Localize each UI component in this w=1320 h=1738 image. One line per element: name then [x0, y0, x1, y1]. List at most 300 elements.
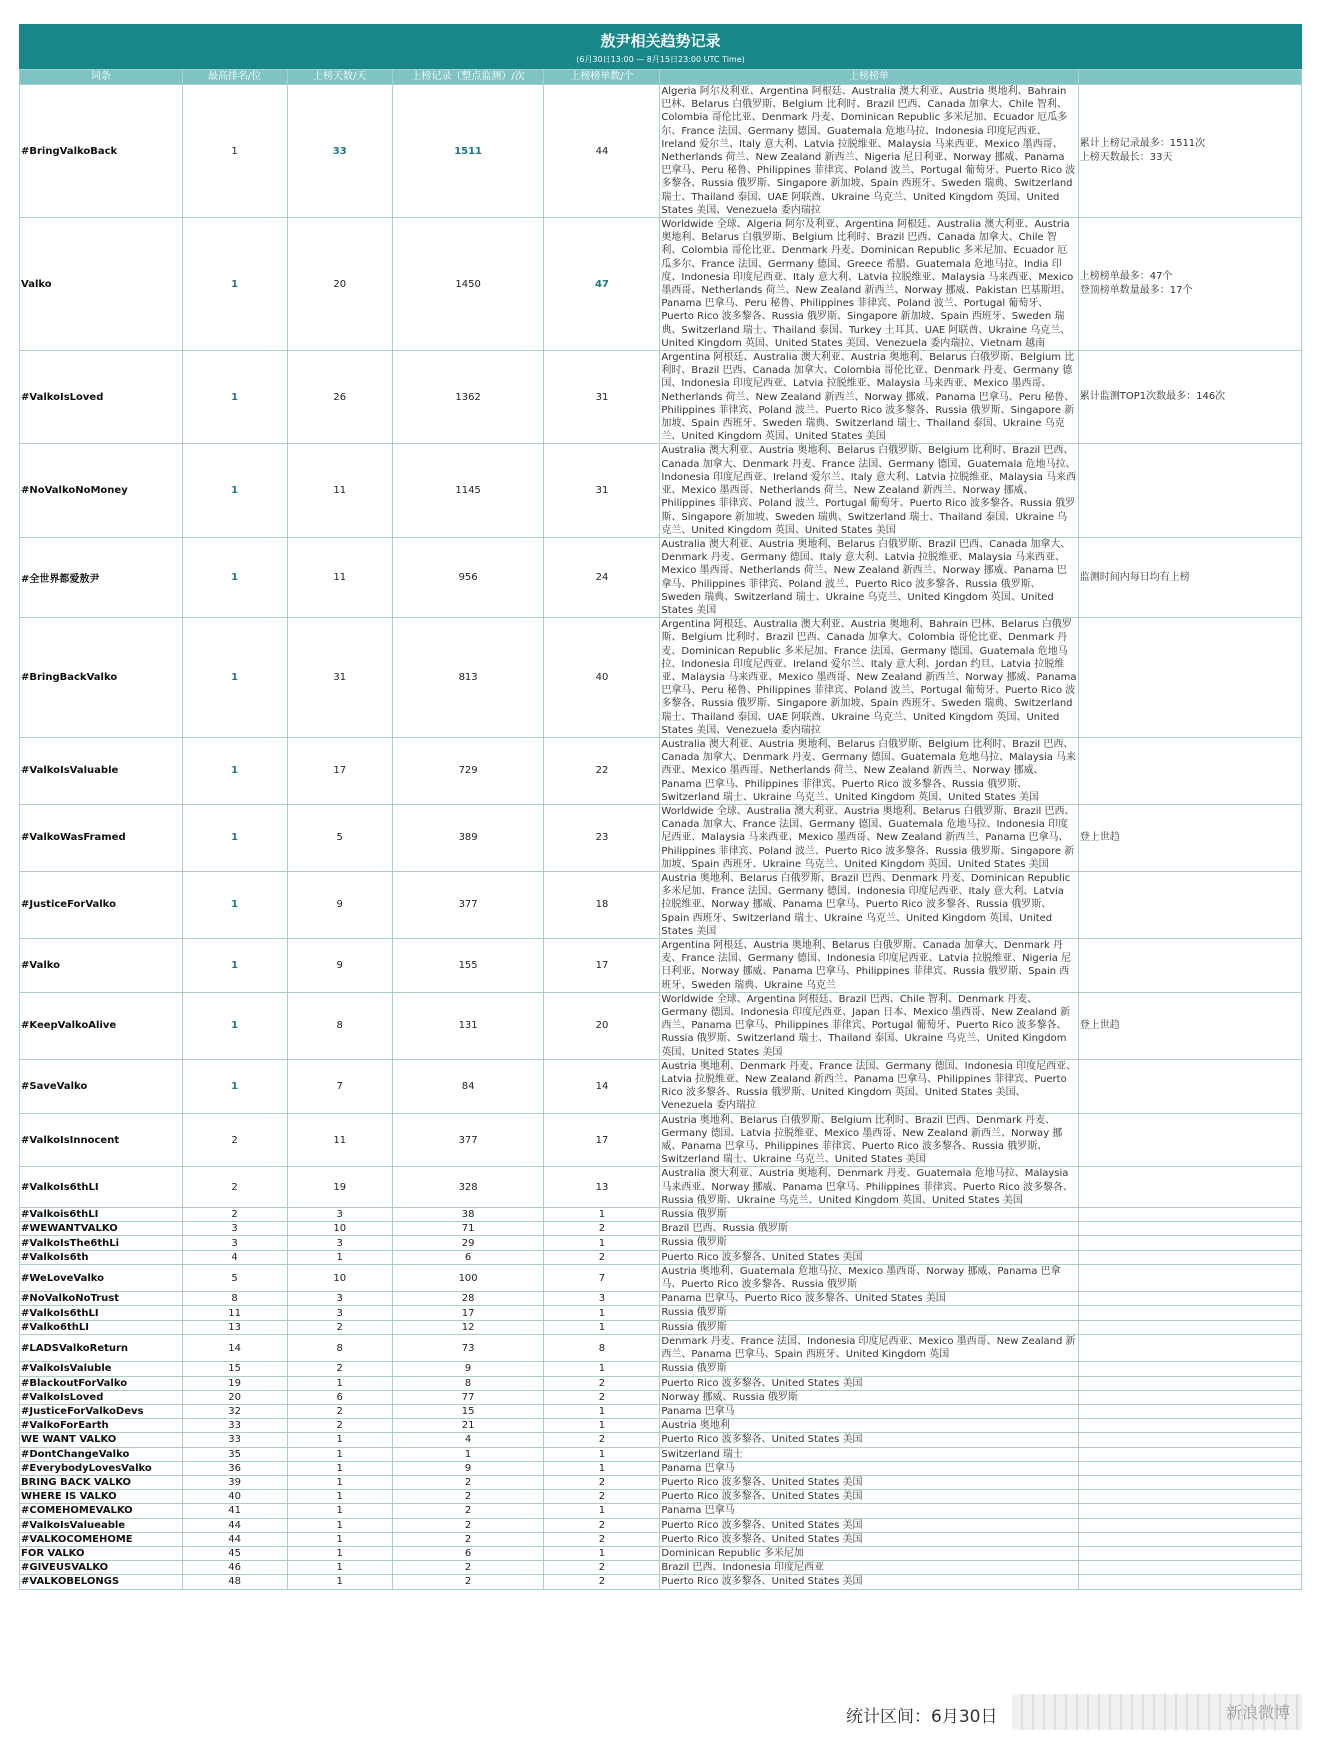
table-row: [20, 1167, 1302, 1208]
rank-cell: 40: [182, 1490, 287, 1504]
table-row: [20, 1419, 1302, 1433]
rank-cell: 14: [182, 1334, 287, 1361]
board-count-cell: 1: [544, 1447, 660, 1461]
rank-cell: 4: [182, 1250, 287, 1264]
board-count-cell: 1: [544, 1461, 660, 1475]
records-cell: 12: [392, 1320, 544, 1334]
table-row: [20, 1575, 1302, 1589]
rank-cell: 46: [182, 1561, 287, 1575]
board-count-cell: 1: [544, 1546, 660, 1560]
board-count-cell: 20: [544, 992, 660, 1059]
rank-cell: 1: [182, 444, 287, 537]
boards-cell: Norway 挪威、Russia 俄罗斯: [660, 1390, 1078, 1404]
note-cell: [1078, 992, 1301, 1059]
sheet-subtitle: (6月30日13:00 — 8月15日23:00 UTC Time): [576, 55, 745, 64]
note-cell: [1078, 737, 1301, 804]
days-cell: 26: [287, 351, 392, 444]
board-count-cell: 1: [544, 1404, 660, 1418]
board-count-cell: 2: [544, 1532, 660, 1546]
rank-cell: 45: [182, 1546, 287, 1560]
days-cell: 1: [287, 1504, 392, 1518]
note-line: 登上世趋: [1079, 1019, 1120, 1031]
table-row: [20, 1334, 1302, 1361]
table-row: [20, 1532, 1302, 1546]
rank-cell: 1: [182, 871, 287, 938]
records-cell: 6: [392, 1250, 544, 1264]
days-cell: 1: [287, 1575, 392, 1589]
table-row: [20, 1518, 1302, 1532]
table-row: [20, 537, 1302, 617]
note-cell: [1078, 1334, 1301, 1361]
records-cell: 813: [392, 618, 544, 738]
col-header-board-count: 上榜榜单数/个: [544, 70, 660, 85]
trend-table: [19, 69, 1302, 1590]
note-cell: [1078, 1362, 1301, 1376]
rank-cell: 1: [182, 804, 287, 871]
boards-cell: Dominican Republic 多米尼加: [660, 1546, 1078, 1560]
boards-cell: Australia 澳大利亚、Austria 奥地利、Denmark 丹麦、Guatemala 危地马拉、Malaysia 马来西亚、Norway 挪威、Panama 巴拿马、Philippines 菲律宾、Puerto Rico 波多黎各、Russia 俄罗斯、Ukraine 乌克兰、United Kingdom 英国、United States 美国: [660, 1167, 1078, 1208]
note-cell: [1078, 804, 1301, 871]
records-cell: 6: [392, 1546, 544, 1560]
hashtag-cell: #全世界都爱敖尹: [20, 537, 183, 617]
boards-cell: Austria 奥地利、Denmark 丹麦、France 法国、Germany 德国、Indonesia 印度尼西亚、Latvia 拉脱维亚、New Zealand 新西兰、Panama 巴拿马、Philippines 菲律宾、Puerto Rico 波多黎各、Russia 俄罗斯、United Kingdom 英国、United States 美国、Venezuela 委内瑞拉: [660, 1059, 1078, 1113]
hashtag-cell: #ValkoIsLoved: [20, 1390, 183, 1404]
note-cell: [1078, 871, 1301, 938]
board-count-cell: 23: [544, 804, 660, 871]
boards-cell: Argentina 阿根廷、Australia 澳大利亚、Austria 奥地利、Belarus 白俄罗斯、Belgium 比利时、Brazil 巴西、Canada 加拿大、Colombia 哥伦比亚、Denmark 丹麦、Germany 德国、Indonesia 印度尼西亚、Latvia 拉脱维亚、Malaysia 马来西亚、Mexico 墨西哥、Netherlands 荷兰、New Zealand 新西兰、Norway 挪威、Panama 巴拿马、Peru 秘鲁、Philippines 菲律宾、Poland 波兰、Puerto Rico 波多黎各、Russia 俄罗斯、Singapore 新加坡、Spain 西班牙、Sweden 瑞典、Switzerland 瑞士、Thailand 泰国、Ukraine 乌克兰、United Kingdom 英国、United States 美国: [660, 351, 1078, 444]
rank-cell: 2: [182, 1167, 287, 1208]
records-cell: 15: [392, 1404, 544, 1418]
rank-cell: 44: [182, 1532, 287, 1546]
rank-cell: 3: [182, 1222, 287, 1236]
hashtag-cell: WHERE IS VALKO: [20, 1490, 183, 1504]
records-cell: 9: [392, 1362, 544, 1376]
table-row: [20, 939, 1302, 993]
table-row: [20, 871, 1302, 938]
table-row: [20, 1236, 1302, 1250]
board-count-cell: 2: [544, 1222, 660, 1236]
table-row: [20, 1250, 1302, 1264]
table-row: [20, 1306, 1302, 1320]
note-cell: [1078, 1390, 1301, 1404]
days-cell: 5: [287, 804, 392, 871]
table-row: [20, 1390, 1302, 1404]
rank-cell: 11: [182, 1306, 287, 1320]
records-cell: 729: [392, 737, 544, 804]
days-cell: 2: [287, 1404, 392, 1418]
rank-cell: 1: [182, 537, 287, 617]
note-cell: [1078, 85, 1301, 218]
boards-cell: Puerto Rico 波多黎各、United States 美国: [660, 1490, 1078, 1504]
table-row: [20, 1264, 1302, 1291]
boards-cell: Austria 奥地利、Belarus 白俄罗斯、Brazil 巴西、Denmark 丹麦、Dominican Republic 多米尼加、France 法国、Germany 德国、Indonesia 印度尼西亚、Italy 意大利、Latvia 拉脱维亚、Norway 挪威、Panama 巴拿马、Puerto Rico 波多黎各、Russia 俄罗斯、Spain 西班牙、Switzerland 瑞士、Ukraine 乌克兰、United Kingdom 英国、United States 美国: [660, 871, 1078, 938]
note-cell: [1078, 1376, 1301, 1390]
boards-cell: Panama 巴拿马: [660, 1504, 1078, 1518]
rank-cell: 1: [182, 618, 287, 738]
rank-cell: 1: [182, 737, 287, 804]
days-cell: 2: [287, 1362, 392, 1376]
boards-cell: Russia 俄罗斯: [660, 1208, 1078, 1222]
records-cell: 38: [392, 1208, 544, 1222]
days-cell: 17: [287, 737, 392, 804]
note-cell: [1078, 444, 1301, 537]
board-count-cell: 40: [544, 618, 660, 738]
board-count-cell: 22: [544, 737, 660, 804]
col-header-notes: [1078, 70, 1301, 85]
note-cell: [1078, 537, 1301, 617]
note-cell: [1078, 1320, 1301, 1334]
rank-cell: 13: [182, 1320, 287, 1334]
col-header-rank: 最高排名/位: [182, 70, 287, 85]
hashtag-cell: #COMEHOMEVALKO: [20, 1504, 183, 1518]
table-row: [20, 1475, 1302, 1489]
note-cell: [1078, 1575, 1301, 1589]
records-cell: 2: [392, 1518, 544, 1532]
rank-cell: 36: [182, 1461, 287, 1475]
board-count-cell: 18: [544, 871, 660, 938]
days-cell: 6: [287, 1390, 392, 1404]
table-row: [20, 1447, 1302, 1461]
boards-cell: Argentina 阿根廷、Austria 奥地利、Belarus 白俄罗斯、Canada 加拿大、Denmark 丹麦、France 法国、Germany 德国、Indonesia 印度尼西亚、Latvia 拉脱维亚、Nigeria 尼日利亚、Norway 挪威、Panama 巴拿马、Philippines 菲律宾、Russia 俄罗斯、Spain 西班牙、Sweden 瑞典、Ukraine 乌克兰: [660, 939, 1078, 993]
days-cell: 9: [287, 871, 392, 938]
hashtag-cell: Valko: [20, 218, 183, 351]
days-cell: 3: [287, 1292, 392, 1306]
days-cell: 31: [287, 618, 392, 738]
table-body: [20, 85, 1302, 1590]
days-cell: 11: [287, 1113, 392, 1167]
board-count-cell: 31: [544, 444, 660, 537]
rank-cell: 1: [182, 939, 287, 993]
hashtag-cell: #DontChangeValko: [20, 1447, 183, 1461]
records-cell: 2: [392, 1504, 544, 1518]
records-cell: 2: [392, 1575, 544, 1589]
hashtag-cell: BRING BACK VALKO: [20, 1475, 183, 1489]
rank-cell: 20: [182, 1390, 287, 1404]
hashtag-cell: #EverybodyLovesValko: [20, 1461, 183, 1475]
note-line: 上榜天数最长：33天: [1079, 152, 1173, 164]
table-row: [20, 1059, 1302, 1113]
board-count-cell: 2: [544, 1376, 660, 1390]
records-cell: 377: [392, 871, 544, 938]
table-row: [20, 1362, 1302, 1376]
board-count-cell: 7: [544, 1264, 660, 1291]
days-cell: 1: [287, 1532, 392, 1546]
table-row: [20, 1490, 1302, 1504]
table-row: [20, 1433, 1302, 1447]
note-line: 累计监测TOP1次数最多：146次: [1079, 391, 1226, 403]
note-cell: [1078, 1264, 1301, 1291]
col-header-boards: 上榜榜单: [660, 70, 1078, 85]
note-cell: [1078, 1236, 1301, 1250]
table-row: [20, 1404, 1302, 1418]
records-cell: 29: [392, 1236, 544, 1250]
days-cell: 1: [287, 1250, 392, 1264]
board-count-cell: 2: [544, 1518, 660, 1532]
col-header-records: 上榜记录（整点监测）/次: [392, 70, 544, 85]
records-cell: 155: [392, 939, 544, 993]
board-count-cell: 31: [544, 351, 660, 444]
note-cell: [1078, 1546, 1301, 1560]
boards-cell: Russia 俄罗斯: [660, 1320, 1078, 1334]
hashtag-cell: #JusticeForValkoDevs: [20, 1404, 183, 1418]
days-cell: 2: [287, 1320, 392, 1334]
hashtag-cell: #BringBackValko: [20, 618, 183, 738]
note-cell: [1078, 1504, 1301, 1518]
hashtag-cell: #WEWANTVALKO: [20, 1222, 183, 1236]
table-row: [20, 992, 1302, 1059]
board-count-cell: 2: [544, 1490, 660, 1504]
hashtag-cell: #ValkoForEarth: [20, 1419, 183, 1433]
hashtag-cell: #WeLoveValko: [20, 1264, 183, 1291]
days-cell: 7: [287, 1059, 392, 1113]
hashtag-cell: #ValkoIsValuable: [20, 737, 183, 804]
board-count-cell: 2: [544, 1575, 660, 1589]
rank-cell: 1: [182, 1059, 287, 1113]
days-cell: 3: [287, 1236, 392, 1250]
boards-cell: Puerto Rico 波多黎各、United States 美国: [660, 1376, 1078, 1390]
table-row: [20, 1222, 1302, 1236]
hashtag-cell: #ValkoIs6th: [20, 1250, 183, 1264]
days-cell: 19: [287, 1167, 392, 1208]
board-count-cell: 8: [544, 1334, 660, 1361]
note-cell: [1078, 1306, 1301, 1320]
col-header-tag: 词条: [20, 70, 183, 85]
boards-cell: Puerto Rico 波多黎各、United States 美国: [660, 1433, 1078, 1447]
board-count-cell: 1: [544, 1362, 660, 1376]
boards-cell: Worldwide 全球、Algeria 阿尔及利亚、Argentina 阿根廷、Australia 澳大利亚、Austria 奥地利、Belarus 白俄罗斯、Belgium 比利时、Brazil 巴西、Canada 加拿大、Chile 智利、Colombia 哥伦比亚、Denmark 丹麦、Dominican Republic 多米尼加、Ecuador 厄瓜多尔、France 法国、Germany 德国、Greece 希腊、Guatemala 危地马拉、India 印度、Indonesia 印度尼西亚、Italy 意大利、Latvia 拉脱维亚、Malaysia 马来西亚、Mexico 墨西哥、Netherlands 荷兰、New Zealand 新西兰、Norway 挪威、Pakistan 巴基斯坦、Panama 巴拿马、Peru 秘鲁、Philippines 菲律宾、Poland 波兰、Portugal 葡萄牙、Puerto Rico 波多黎各、Russia 俄罗斯、Singapore 新加坡、Spain 西班牙、Sweden 瑞典、Switzerland 瑞士、Thailand 泰国、Turkey 土耳其、UAE 阿联酋、Ukraine 乌克兰、United Kingdom 英国、United States 美国、Venezuela 委内瑞拉、Vietnam 越南: [660, 218, 1078, 351]
records-cell: 956: [392, 537, 544, 617]
boards-cell: Switzerland 瑞士: [660, 1447, 1078, 1461]
hashtag-cell: #Valkois6thLI: [20, 1208, 183, 1222]
records-cell: 131: [392, 992, 544, 1059]
board-count-cell: 2: [544, 1475, 660, 1489]
table-row: [20, 1320, 1302, 1334]
rank-cell: 39: [182, 1475, 287, 1489]
hashtag-cell: #BlackoutForValko: [20, 1376, 183, 1390]
rank-cell: 2: [182, 1208, 287, 1222]
table-row: [20, 1292, 1302, 1306]
rank-cell: 3: [182, 1236, 287, 1250]
rank-cell: 35: [182, 1447, 287, 1461]
board-count-cell: 1: [544, 1419, 660, 1433]
hashtag-cell: #KeepValkoAlive: [20, 992, 183, 1059]
watermark-text: 新浪微博: [1225, 1703, 1290, 1722]
note-line: 上榜榜单最多：47个: [1079, 271, 1173, 283]
note-cell: [1078, 1404, 1301, 1418]
hashtag-cell: #ValkoIsThe6thLi: [20, 1236, 183, 1250]
days-cell: 1: [287, 1376, 392, 1390]
days-cell: 1: [287, 1490, 392, 1504]
board-count-cell: 1: [544, 1504, 660, 1518]
note-cell: [1078, 939, 1301, 993]
boards-cell: Puerto Rico 波多黎各、United States 美国: [660, 1532, 1078, 1546]
boards-cell: Australia 澳大利亚、Austria 奥地利、Belarus 白俄罗斯、Belgium 比利时、Brazil 巴西、Canada 加拿大、Denmark 丹麦、France 法国、Germany 德国、Guatemala 危地马拉、Indonesia 印度尼西亚、Ireland 爱尔兰、Italy 意大利、Latvia 拉脱维亚、Malaysia 马来西亚、Mexico 墨西哥、Netherlands 荷兰、New Zealand 新西兰、Norway 挪威、Philippines 菲律宾、Poland 波兰、Portugal 葡萄牙、Puerto Rico 波多黎各、Russia 俄罗斯、Singapore 新加坡、Sweden 瑞典、Switzerland 瑞士、Thailand 泰国、Ukraine 乌克兰、United Kingdom 英国、United States 美国: [660, 444, 1078, 537]
boards-cell: Puerto Rico 波多黎各、United States 美国: [660, 1475, 1078, 1489]
days-cell: 8: [287, 992, 392, 1059]
hashtag-cell: #JusticeForValko: [20, 871, 183, 938]
hashtag-cell: #ValkoWasFramed: [20, 804, 183, 871]
boards-cell: Russia 俄罗斯: [660, 1236, 1078, 1250]
records-cell: 9: [392, 1461, 544, 1475]
records-cell: 328: [392, 1167, 544, 1208]
note-cell: [1078, 1222, 1301, 1236]
note-cell: [1078, 1461, 1301, 1475]
hashtag-cell: #ValkoIsValueable: [20, 1518, 183, 1532]
boards-cell: Panama 巴拿马: [660, 1404, 1078, 1418]
board-count-cell: 14: [544, 1059, 660, 1113]
boards-cell: Panama 巴拿马、Puerto Rico 波多黎各、United States 美国: [660, 1292, 1078, 1306]
hashtag-cell: #ValkoIsValuble: [20, 1362, 183, 1376]
board-count-cell: 17: [544, 1113, 660, 1167]
records-cell: 84: [392, 1059, 544, 1113]
boards-cell: Australia 澳大利亚、Austria 奥地利、Belarus 白俄罗斯、Belgium 比利时、Brazil 巴西、Canada 加拿大、Denmark 丹麦、Germany 德国、Guatemala 危地马拉、Malaysia 马来西亚、Mexico 墨西哥、Netherlands 荷兰、New Zealand 新西兰、Norway 挪威、Panama 巴拿马、Philippines 菲律宾、Puerto Rico 波多黎各、Russia 俄罗斯、Switzerland 瑞士、Ukraine 乌克兰、United Kingdom 英国、United States 美国: [660, 737, 1078, 804]
note-cell: [1078, 1292, 1301, 1306]
records-cell: 8: [392, 1376, 544, 1390]
rank-cell: 41: [182, 1504, 287, 1518]
records-cell: 2: [392, 1475, 544, 1489]
note-line: 累计上榜记录最多：1511次: [1079, 138, 1206, 150]
board-count-cell: 3: [544, 1292, 660, 1306]
board-count-cell: 2: [544, 1250, 660, 1264]
hashtag-cell: FOR VALKO: [20, 1546, 183, 1560]
hashtag-cell: #ValkoIsLoved: [20, 351, 183, 444]
records-cell: 21: [392, 1419, 544, 1433]
note-cell: [1078, 1532, 1301, 1546]
records-cell: 28: [392, 1292, 544, 1306]
hashtag-cell: #Valko: [20, 939, 183, 993]
board-count-cell: 17: [544, 939, 660, 993]
note-cell: [1078, 1490, 1301, 1504]
boards-cell: Puerto Rico 波多黎各、United States 美国: [660, 1575, 1078, 1589]
board-count-cell: 2: [544, 1561, 660, 1575]
note-cell: [1078, 1475, 1301, 1489]
records-cell: 77: [392, 1390, 544, 1404]
days-cell: 1: [287, 1518, 392, 1532]
table-row: [20, 1546, 1302, 1560]
table-row: [20, 85, 1302, 218]
trend-sheet: [19, 24, 1302, 1590]
boards-cell: Panama 巴拿马: [660, 1461, 1078, 1475]
board-count-cell: 1: [544, 1236, 660, 1250]
boards-cell: Australia 澳大利亚、Austria 奥地利、Belarus 白俄罗斯、Brazil 巴西、Canada 加拿大、Denmark 丹麦、Germany 德国、Italy 意大利、Latvia 拉脱维亚、Malaysia 马来西亚、Mexico 墨西哥、Netherlands 荷兰、New Zealand 新西兰、Norway 挪威、Panama 巴拿马、Philippines 菲律宾、Poland 波兰、Puerto Rico 波多黎各、Russia 俄罗斯、Sweden 瑞典、Switzerland 瑞士、Ukraine 乌克兰、United Kingdom 英国、United States 美国: [660, 537, 1078, 617]
boards-cell: Austria 奥地利、Guatemala 危地马拉、Mexico 墨西哥、Norway 挪威、Panama 巴拿马、Puerto Rico 波多黎各、Russia 俄罗斯: [660, 1264, 1078, 1291]
days-cell: 8: [287, 1334, 392, 1361]
note-cell: [1078, 1113, 1301, 1167]
boards-cell: Worldwide 全球、Australia 澳大利亚、Austria 奥地利、Belarus 白俄罗斯、Brazil 巴西、Canada 加拿大、France 法国、Germany 德国、Guatemala 危地马拉、Indonesia 印度尼西亚、Malaysia 马来西亚、Mexico 墨西哥、New Zealand 新西兰、Panama 巴拿马、Philippines 菲律宾、Poland 波兰、Puerto Rico 波多黎各、Russia 俄罗斯、Singapore 新加坡、Spain 西班牙、Ukraine 乌克兰、United Kingdom 英国、United States 美国: [660, 804, 1078, 871]
hashtag-cell: #LADSValkoReturn: [20, 1334, 183, 1361]
records-cell: 1: [392, 1447, 544, 1461]
rank-cell: 1: [182, 218, 287, 351]
records-cell: 4: [392, 1433, 544, 1447]
days-cell: 10: [287, 1264, 392, 1291]
boards-cell: Denmark 丹麦、France 法国、Indonesia 印度尼西亚、Mexico 墨西哥、New Zealand 新西兰、Panama 巴拿马、Spain 西班牙、United Kingdom 英国: [660, 1334, 1078, 1361]
note-cell: [1078, 1419, 1301, 1433]
records-cell: 2: [392, 1561, 544, 1575]
note-cell: [1078, 1250, 1301, 1264]
records-cell: 1362: [392, 351, 544, 444]
days-cell: 1: [287, 1461, 392, 1475]
table-row: [20, 1208, 1302, 1222]
table-row: [20, 1561, 1302, 1575]
hashtag-cell: #ValkoIs6thLI: [20, 1167, 183, 1208]
table-row: [20, 444, 1302, 537]
table-row: [20, 1504, 1302, 1518]
boards-cell: Puerto Rico 波多黎各、United States 美国: [660, 1518, 1078, 1532]
note-line: 监测时间内每日均有上榜: [1079, 571, 1190, 583]
hashtag-cell: #GIVEUSVALKO: [20, 1561, 183, 1575]
note-cell: [1078, 218, 1301, 351]
title-banner: [19, 24, 1302, 69]
rank-cell: 33: [182, 1433, 287, 1447]
boards-cell: Brazil 巴西、Indonesia 印度尼西亚: [660, 1561, 1078, 1575]
header-row: [20, 70, 1302, 85]
hashtag-cell: #VALKOBELONGS: [20, 1575, 183, 1589]
rank-cell: 44: [182, 1518, 287, 1532]
hashtag-cell: #NoValkoNoMoney: [20, 444, 183, 537]
hashtag-cell: #ValkoIsInnocent: [20, 1113, 183, 1167]
rank-cell: 1: [182, 351, 287, 444]
note-line: 登顶榜单数量最多：17个: [1079, 285, 1193, 297]
table-row: [20, 1461, 1302, 1475]
rank-cell: 15: [182, 1362, 287, 1376]
days-cell: 1: [287, 1433, 392, 1447]
hashtag-cell: #VALKOCOMEHOME: [20, 1532, 183, 1546]
note-cell: [1078, 1167, 1301, 1208]
days-cell: 11: [287, 537, 392, 617]
hashtag-cell: #BringValkoBack: [20, 85, 183, 218]
days-cell: 20: [287, 218, 392, 351]
board-count-cell: 24: [544, 537, 660, 617]
rank-cell: 33: [182, 1419, 287, 1433]
table-row: [20, 1113, 1302, 1167]
hashtag-cell: #SaveValko: [20, 1059, 183, 1113]
sheet-title: 敖尹相关趋势记录: [600, 32, 721, 50]
days-cell: 3: [287, 1208, 392, 1222]
note-cell: [1078, 1447, 1301, 1461]
records-cell: 100: [392, 1264, 544, 1291]
days-cell: 1: [287, 1447, 392, 1461]
hashtag-cell: #ValkoIs6thLI: [20, 1306, 183, 1320]
records-cell: 1450: [392, 218, 544, 351]
note-line: 登上世趋: [1079, 831, 1120, 843]
days-cell: 3: [287, 1306, 392, 1320]
board-count-cell: 1: [544, 1208, 660, 1222]
days-cell: 9: [287, 939, 392, 993]
days-cell: 1: [287, 1561, 392, 1575]
rank-cell: 8: [182, 1292, 287, 1306]
boards-cell: Russia 俄罗斯: [660, 1306, 1078, 1320]
records-cell: 377: [392, 1113, 544, 1167]
watermark: [1012, 1694, 1302, 1730]
records-cell: 1511: [392, 85, 544, 218]
note-cell: [1078, 1208, 1301, 1222]
board-count-cell: 44: [544, 85, 660, 218]
days-cell: 33: [287, 85, 392, 218]
boards-cell: Argentina 阿根廷、Australia 澳大利亚、Austria 奥地利、Bahrain 巴林、Belarus 白俄罗斯、Belgium 比利时、Brazil 巴西、Canada 加拿大、Colombia 哥伦比亚、Denmark 丹麦、Dominican Republic 多米尼加、France 法国、Germany 德国、Guatemala 危地马拉、Indonesia 印度尼西亚、Ireland 爱尔兰、Italy 意大利、Jordan 约旦、Latvia 拉脱维亚、Malaysia 马来西亚、Mexico 墨西哥、New Zealand 新西兰、Norway 挪威、Panama 巴拿马、Peru 秘鲁、Philippines 菲律宾、Poland 波兰、Portugal 葡萄牙、Puerto Rico 波多黎各、Russia 俄罗斯、Singapore 新加坡、Spain 西班牙、Sweden 瑞典、Switzerland 瑞士、Thailand 泰国、UAE 阿联酋、Ukraine 乌克兰、United Kingdom 英国、United States 美国、Venezuela 委内瑞拉: [661, 619, 1077, 736]
days-cell: 2: [287, 1419, 392, 1433]
records-cell: 73: [392, 1334, 544, 1361]
rank-cell: 2: [182, 1113, 287, 1167]
boards-cell: Austria 奥地利: [660, 1419, 1078, 1433]
note-cell: [1078, 1518, 1301, 1532]
records-cell: 71: [392, 1222, 544, 1236]
note-cell: [1078, 351, 1301, 444]
table-row: [20, 804, 1302, 871]
records-cell: 2: [392, 1490, 544, 1504]
board-count-cell: 2: [544, 1433, 660, 1447]
boards-cell: Brazil 巴西、Russia 俄罗斯: [660, 1222, 1078, 1236]
table-row: [20, 618, 1302, 738]
